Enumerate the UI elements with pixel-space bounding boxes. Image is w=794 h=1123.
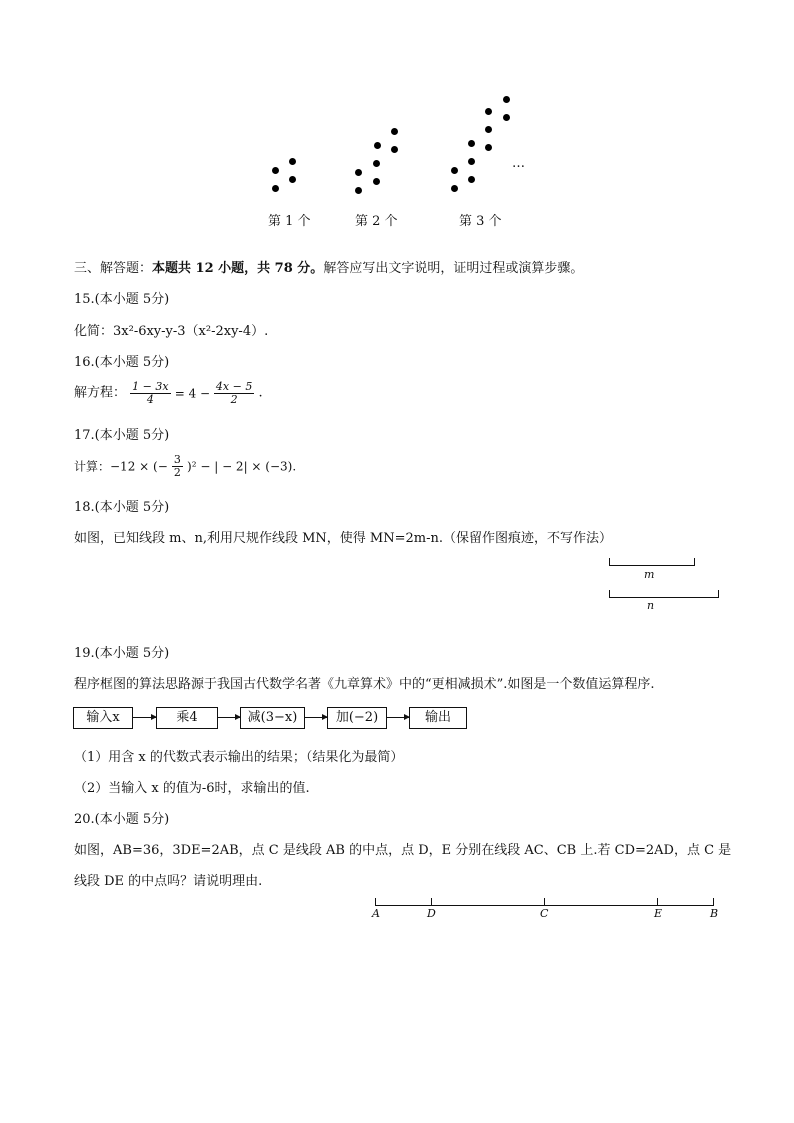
- pattern-dot: [451, 185, 458, 192]
- point-c-tick: [544, 898, 545, 906]
- figure-caption-3: 第 3 个: [459, 214, 502, 229]
- q16-header: 16.(本小题 5分): [74, 355, 170, 370]
- pattern-dot: [391, 128, 398, 135]
- section-heading: [74, 261, 583, 277]
- pattern-dot: [289, 176, 296, 183]
- pattern-dot: [272, 167, 279, 174]
- segment-m-line: [609, 565, 695, 566]
- q17-prefix: 计算：−12 × (−: [74, 459, 168, 474]
- pattern-dot: [451, 167, 458, 174]
- pattern-dot: [468, 140, 475, 147]
- point-b-tick: [713, 898, 714, 906]
- flow-arrow: [218, 717, 240, 718]
- q20-line2: 线段 DE 的中点吗？请说明理由.: [74, 874, 263, 889]
- segment-m-tick-right: [694, 558, 695, 566]
- section-heading-bold: 本题共 12 小题，共 78 分。: [152, 261, 324, 276]
- q16-fraction-right-numerator: 4x − 5: [215, 380, 253, 393]
- q15-header: 15.(本小题 5分): [74, 292, 170, 307]
- q15-body: 化简：3x²-6xy-y-3（x²-2xy-4）.: [74, 324, 269, 339]
- pattern-ellipsis: …: [512, 156, 525, 171]
- pattern-dot: [503, 114, 510, 121]
- q17-fraction: [172, 454, 183, 479]
- section-heading-suffix: 解答应写出文字说明，证明过程或演算步骤。: [323, 261, 584, 276]
- q20-header: 20.(本小题 5分): [74, 812, 170, 827]
- point-a-label: A: [372, 907, 380, 920]
- segment-n-tick-left: [609, 590, 610, 598]
- q17-expression: [74, 454, 296, 479]
- flow-box-multiply: 乘4: [156, 707, 218, 729]
- pattern-dot: [485, 126, 492, 133]
- q16-fraction-right: [214, 381, 254, 406]
- point-e-label: E: [654, 907, 663, 920]
- pattern-dot: [485, 144, 492, 151]
- pattern-dot: [355, 169, 362, 176]
- point-e-tick: [657, 898, 658, 906]
- segment-n-tick-right: [718, 590, 719, 598]
- q16-middle: = 4 −: [174, 386, 214, 401]
- pattern-dot: [468, 158, 475, 165]
- q19-part1: （1）用含 x 的代数式表示输出的结果；（结果化为最简）: [74, 750, 404, 765]
- q16-fraction-right-denominator: 2: [230, 393, 238, 406]
- pattern-dot: [503, 96, 510, 103]
- segment-n-line: [609, 597, 719, 598]
- pattern-dot: [355, 187, 362, 194]
- flow-arrow: [133, 717, 156, 718]
- pattern-dot: [373, 178, 380, 185]
- q18-body: 如图，已知线段 m、n,利用尺规作线段 MN，使得 MN=2m-n.（保留作图痕迹，不写作法）: [74, 531, 612, 546]
- q17-fraction-denominator: 2: [173, 466, 181, 479]
- flow-box-output: 输出: [409, 707, 467, 729]
- q16-fraction-left-denominator: 4: [146, 393, 154, 406]
- segment-n-label: n: [647, 599, 655, 612]
- pattern-dot: [272, 185, 279, 192]
- q16-fraction-left: [130, 381, 170, 406]
- q19-header: 19.(本小题 5分): [74, 646, 170, 661]
- section-heading-prefix: 三、解答题：: [74, 261, 153, 276]
- point-d-label: D: [427, 907, 436, 920]
- q16-fraction-left-numerator: 1 − 3x: [132, 380, 169, 393]
- q17-fraction-numerator: 3: [173, 453, 181, 466]
- point-d-tick: [431, 898, 432, 906]
- flow-arrow: [305, 717, 327, 718]
- pattern-dot: [468, 176, 475, 183]
- pattern-dot: [374, 142, 381, 149]
- figure-caption-2: 第 2 个: [355, 214, 398, 229]
- point-b-label: B: [710, 907, 719, 920]
- q17-suffix: )² − | − 2| × (−3).: [187, 459, 297, 474]
- flow-box-subtract: 减(3−x): [240, 707, 305, 729]
- pattern-dot: [373, 160, 380, 167]
- q16-prefix: 解方程：: [74, 385, 127, 401]
- q16-equation: [74, 381, 263, 406]
- flow-arrow: [387, 717, 409, 718]
- pattern-dot: [391, 146, 398, 153]
- q18-header: 18.(本小题 5分): [74, 500, 170, 515]
- q19-body: 程序框图的算法思路源于我国古代数学名著《九章算术》中的“更相减损术”.如图是一个数值运算程序.: [74, 677, 655, 692]
- flow-box-add: 加(−2): [327, 707, 387, 729]
- segment-m-label: m: [644, 568, 655, 581]
- point-c-label: C: [540, 907, 549, 920]
- pattern-dot: [485, 108, 492, 115]
- segment-m-tick-left: [609, 558, 610, 566]
- flow-box-input: 输入x: [73, 707, 133, 729]
- pattern-dot: [289, 158, 296, 165]
- point-a-tick: [375, 898, 376, 906]
- q16-suffix: .: [258, 385, 263, 401]
- figure-caption-1: 第 1 个: [268, 214, 311, 229]
- q17-header: 17.(本小题 5分): [74, 428, 170, 443]
- q19-part2: （2）当输入 x 的值为-6时，求输出的值.: [74, 781, 310, 796]
- q20-line1: 如图，AB=36，3DE=2AB，点 C 是线段 AB 的中点，点 D，E 分别在线段 AC、CB 上.若 CD=2AD，点 C 是: [74, 843, 732, 858]
